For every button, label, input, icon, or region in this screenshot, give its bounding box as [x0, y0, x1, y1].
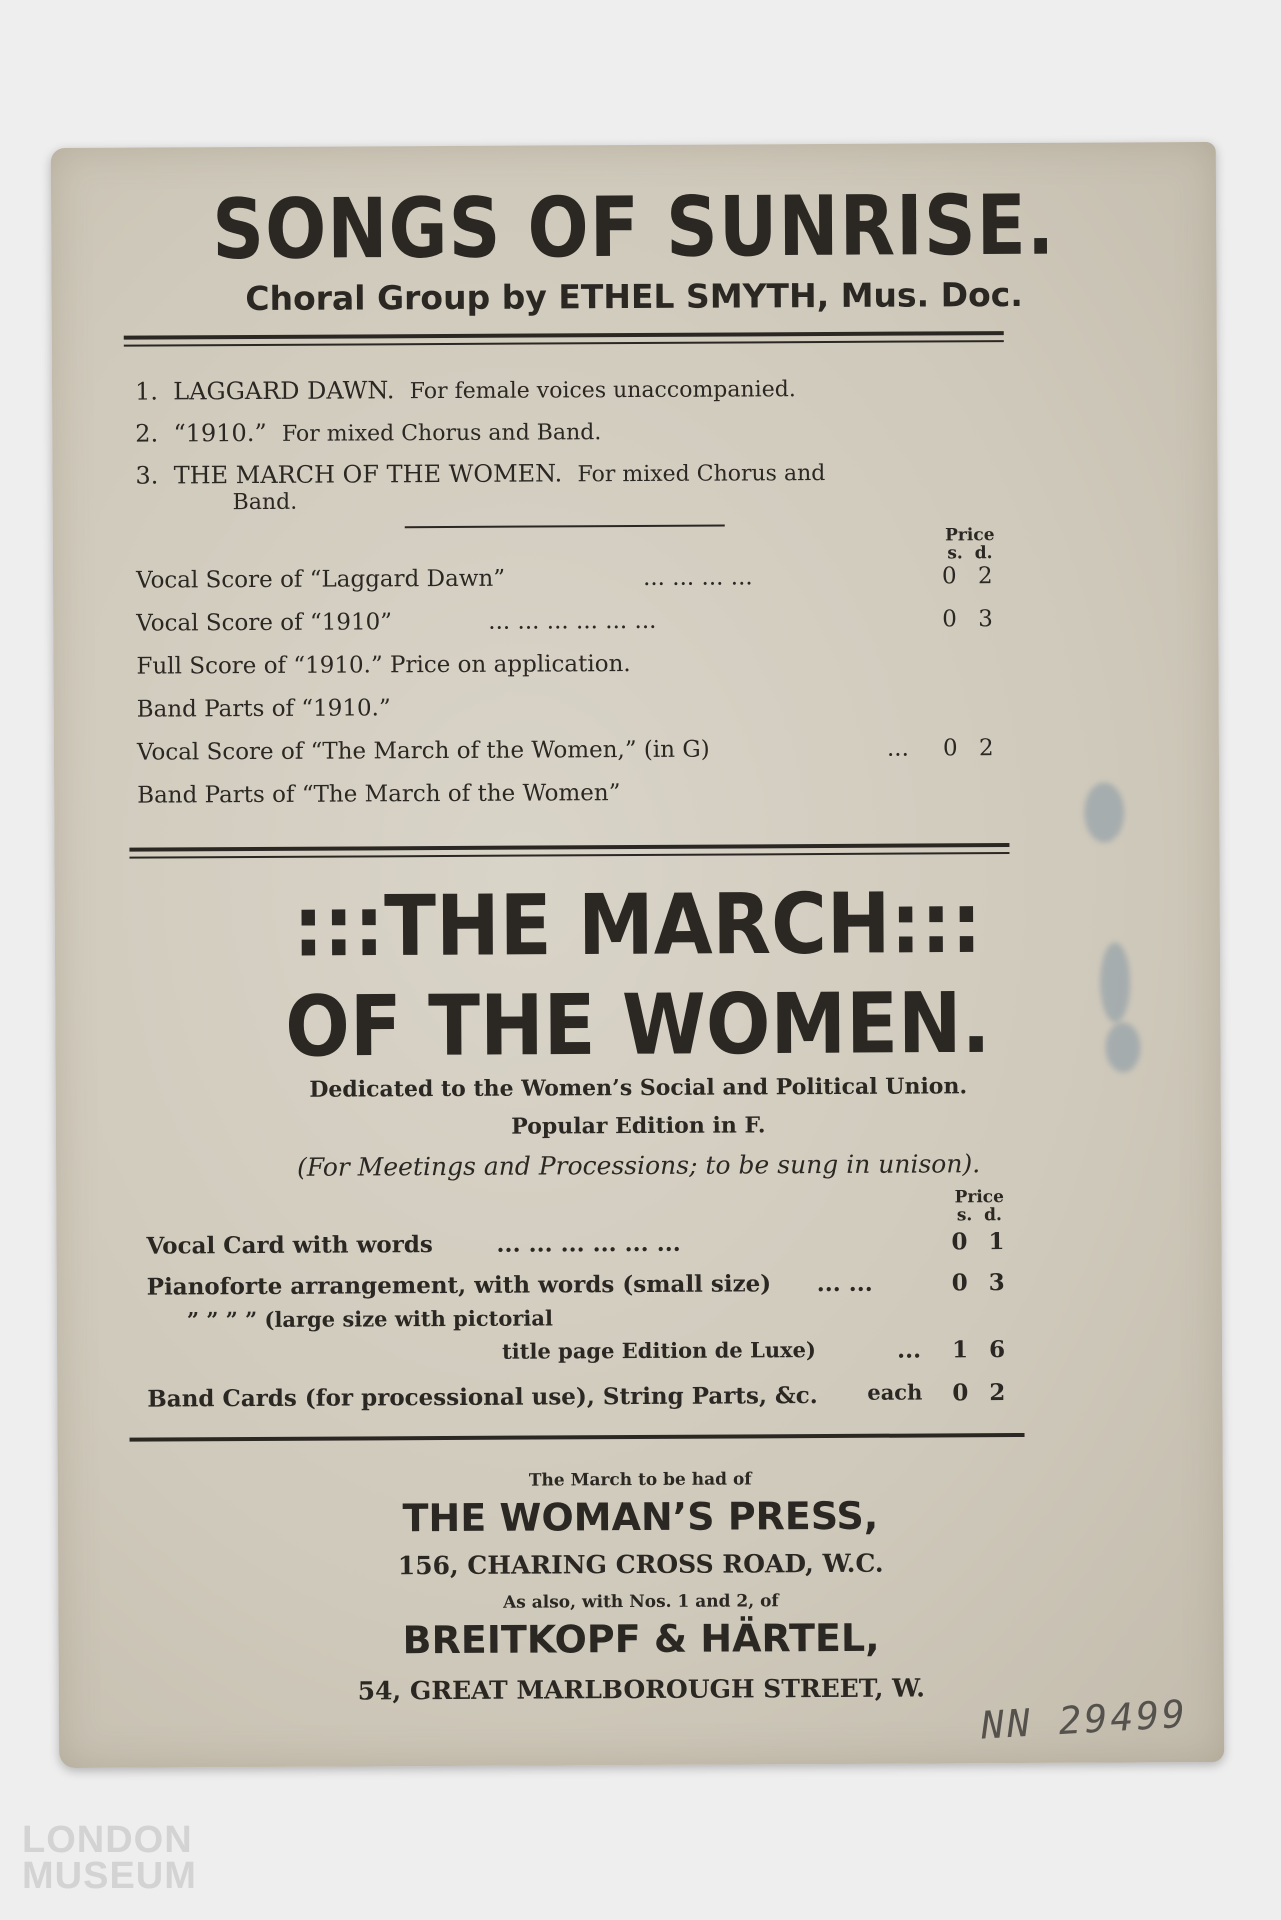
- press-name: THE WOMAN’S PRESS,: [402, 1493, 879, 1541]
- museum-watermark: LONDON MUSEUM: [22, 1819, 197, 1897]
- price-row-item: Vocal Card with words: [146, 1231, 433, 1260]
- price-pence: 2: [978, 735, 994, 762]
- price-row-item: Vocal Score of “Laggard Dawn”: [135, 565, 506, 594]
- short-rule: [405, 525, 725, 529]
- price-row-item: ” ” ” ” (large size with pictorial: [186, 1305, 553, 1333]
- page-subtitle: Choral Group by ETHEL SMYTH, Mus. Doc.: [245, 274, 1023, 319]
- price-pence: 2: [977, 563, 993, 590]
- divider: [124, 331, 1004, 347]
- list-item: 2. “1910.” For mixed Chorus and Band.: [135, 418, 602, 448]
- price-shillings: 0: [951, 1228, 968, 1256]
- sheet-music-card: [51, 142, 1224, 1768]
- water-stain: [1084, 782, 1124, 842]
- price-row-item: title page Edition de Luxe): [502, 1337, 816, 1364]
- leader-dots: ...: [886, 735, 909, 762]
- leader-dots: ... ... ... ...: [642, 564, 753, 591]
- publisher-address: 54, GREAT MARLBOROUGH STREET, W.: [357, 1673, 926, 1706]
- page-title: SONGS OF SUNRISE.: [211, 176, 1056, 278]
- leader-dots: ...: [897, 1336, 922, 1364]
- price-row-item: Band Parts of “The March of the Women”: [137, 780, 621, 809]
- usage-note: (For Meetings and Processions; to be sung in unison).: [296, 1149, 981, 1182]
- price-pence: 3: [978, 606, 993, 633]
- price-row-item: Vocal Score of “1910”: [136, 609, 393, 637]
- availability-note: The March to be had of: [528, 1469, 752, 1491]
- march-title-line-2: OF THE WOMEN.: [284, 973, 991, 1076]
- price-row-item: Band Parts of “1910.”: [136, 695, 391, 723]
- handwritten-catalogue-number: NN 29499: [979, 1691, 1190, 1748]
- also-note: As also, with Nos. 1 and 2, of: [503, 1591, 779, 1613]
- list-item: 3. THE MARCH OF THE WOMEN. For mixed Chorus and: [135, 459, 826, 490]
- price-pence: 2: [989, 1379, 1006, 1407]
- press-address: 156, CHARING CROSS ROAD, W.C.: [397, 1548, 884, 1581]
- price-row-item: Full Score of “1910.” Price on application.: [136, 651, 631, 680]
- price-pence: 3: [988, 1269, 1005, 1297]
- price-shillings: 1: [952, 1336, 969, 1364]
- price-shillings: 0: [952, 1379, 969, 1407]
- price-pence: 1: [988, 1228, 1005, 1256]
- leader-dots: ... ...: [816, 1269, 873, 1298]
- price-shillings: 0: [942, 735, 958, 762]
- march-title-line-1: :::THE MARCH:::: [292, 873, 982, 976]
- price-row-item: Vocal Score of “The March of the Women,” (in G): [136, 736, 710, 766]
- price-shillings: 0: [941, 563, 957, 590]
- price-column-header: Price s. d.: [954, 1187, 1005, 1226]
- leader-dots: ... ... ... ... ... ...: [496, 1229, 681, 1258]
- publisher-name: BREITKOPF & HÄRTEL,: [402, 1615, 880, 1663]
- price-shillings: 0: [951, 1269, 968, 1297]
- price-row-item: Pianoforte arrangement, with words (small size): [146, 1270, 772, 1301]
- price-shillings: 0: [942, 606, 957, 633]
- divider: [130, 1433, 1025, 1442]
- price-row-item: Band Cards (for processional use), String Parts, &c.: [147, 1382, 818, 1413]
- edition-note: Popular Edition in F.: [511, 1112, 766, 1140]
- price-column-header: Price s. d.: [945, 525, 995, 564]
- dedication: Dedicated to the Women’s Social and Political Union.: [309, 1073, 968, 1103]
- list-item-continuation: Band.: [232, 489, 298, 516]
- list-item: 1. LAGGARD DAWN. For female voices unaccompanied.: [134, 376, 796, 406]
- leader-dots: ... ... ... ... ... ...: [488, 607, 657, 635]
- price-pence: 6: [989, 1336, 1006, 1364]
- divider: [129, 843, 1009, 859]
- price-each-label: each: [867, 1379, 923, 1405]
